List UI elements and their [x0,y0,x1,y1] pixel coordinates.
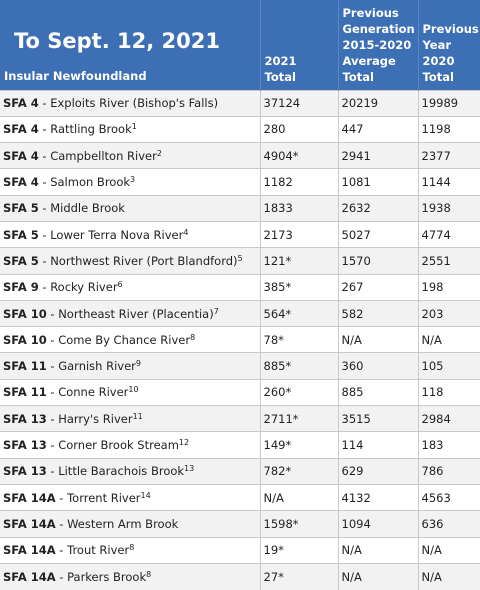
location-cell [0,537,260,563]
total-2020-cell: 786 [418,458,480,484]
footnote-marker: 3 [130,175,136,185]
river-name: Come By Chance River [58,332,191,347]
table-row [0,143,480,169]
location-cell [0,116,260,142]
table-row [0,432,480,458]
location-cell [0,248,260,274]
separator: - [46,306,59,321]
avg-2015-2020-cell: 885 [338,379,418,405]
footnote-marker: 13 [184,464,195,474]
river-name: Parkers Brook [67,569,147,584]
region-label: Insular Newfoundland [4,68,147,83]
total-2020-cell: 1938 [418,195,480,221]
footnote-marker: 8 [190,332,196,342]
col-header-line: 2020 [422,53,455,68]
col-header-line: Total [264,69,296,84]
table-title: To Sept. 12, 2021 [14,29,220,53]
total-2021-cell: 385* [260,274,338,300]
total-2021-cell: 2173 [260,221,338,247]
avg-2015-2020-cell: 267 [338,274,418,300]
col-header-line: Average [342,53,396,68]
river-name: Lower Terra Nova River [50,227,184,242]
footnote-marker: 8 [146,569,152,579]
separator: - [38,280,51,295]
footnote-marker: 1 [131,122,137,132]
separator: - [38,201,51,216]
table-row [0,116,480,142]
total-2021-cell: 260* [260,379,338,405]
river-name: Garnish River [58,359,136,374]
location-cell [0,195,260,221]
total-2020-cell: 2377 [418,143,480,169]
sfa-code: SFA 9 [3,280,39,295]
river-name: Conne River [58,385,129,400]
sfa-code: SFA 5 [3,201,39,216]
sfa-code: SFA 5 [3,227,39,242]
avg-2015-2020-cell: N/A [338,537,418,563]
river-name: Exploits River (Bishop's Falls) [50,96,219,111]
river-name: Northeast River (Placentia) [58,306,214,321]
col-header-line: Previous [342,5,399,20]
sfa-code: SFA 14A [3,490,56,505]
river-name: Rattling Brook [50,122,132,137]
total-2020-cell: 1144 [418,169,480,195]
separator: - [55,543,68,558]
total-2021-cell: 37124 [260,90,338,116]
col-header-line: 2021 [264,53,297,68]
sfa-code: SFA 4 [3,175,39,190]
total-2021-cell: N/A [260,484,338,510]
footnote-marker: 5 [237,253,243,263]
avg-2015-2020-cell: 1081 [338,169,418,195]
footnote-marker: 9 [135,359,141,369]
sfa-code: SFA 10 [3,306,47,321]
avg-2015-2020-cell: 360 [338,353,418,379]
total-2021-cell: 782* [260,458,338,484]
separator: - [38,227,51,242]
sfa-code: SFA 4 [3,122,39,137]
separator: - [55,569,68,584]
avg-2015-2020-cell: N/A [338,563,418,589]
footnote-marker: 4 [183,227,189,237]
river-name: Harry's River [58,411,133,426]
total-2020-cell: 2984 [418,406,480,432]
separator: - [46,332,59,347]
sfa-code: SFA 14A [3,543,56,558]
avg-2015-2020-cell: 582 [338,300,418,326]
total-2020-cell: 4563 [418,484,480,510]
location-cell [0,379,260,405]
footnote-marker: 12 [178,438,190,447]
separator: - [46,385,59,400]
sfa-code: SFA 14A [3,516,56,531]
sfa-code: SFA 13 [3,464,47,479]
total-2020-cell: 636 [418,511,480,537]
footnote-marker: 6 [117,280,123,290]
avg-2015-2020-cell: 3515 [338,406,418,432]
location-cell [0,353,260,379]
separator: - [46,438,59,452]
table-row [0,379,480,405]
total-2020-cell: 1198 [418,116,480,142]
table-row [0,248,480,274]
total-2021-cell: 885* [260,353,338,379]
river-name: Corner Brook Stream [58,438,179,452]
avg-2015-2020-cell: 20219 [338,90,418,116]
total-2021-cell: 564* [260,300,338,326]
sfa-code: SFA 4 [3,96,39,111]
avg-2015-2020-cell: 1570 [338,248,418,274]
footnote-marker: 8 [129,543,135,553]
table-row [0,458,480,484]
footnote-marker: 2 [156,148,162,158]
separator: - [46,359,59,374]
total-2020-cell: 203 [418,300,480,326]
avg-2015-2020-cell: 629 [338,458,418,484]
table-row [0,221,480,247]
total-2020-cell: 19989 [418,90,480,116]
river-name: Western Arm Brook [67,516,179,531]
sfa-code: SFA 11 [3,385,47,400]
total-2020-cell: N/A [418,537,480,563]
river-name: Middle Brook [50,201,125,216]
avg-2015-2020-cell: N/A [338,327,418,353]
table-row [0,563,480,589]
river-name: Rocky River [50,280,118,295]
location-cell [0,484,260,510]
avg-2015-2020-cell: 2632 [338,195,418,221]
total-2021-cell: 2711* [260,406,338,432]
total-2021-cell: 121* [260,248,338,274]
table-row [0,484,480,510]
sfa-code: SFA 13 [3,411,47,426]
location-cell [0,221,260,247]
table-row [0,353,480,379]
total-2020-cell: 118 [418,379,480,405]
total-2021-cell: 27* [260,563,338,589]
sfa-code: SFA 4 [3,148,39,163]
table-row [0,511,480,537]
table-row [0,300,480,326]
river-name: Torrent River [67,490,141,505]
separator: - [38,122,51,137]
total-2020-cell: 105 [418,353,480,379]
location-cell [0,432,260,458]
total-2021-cell: 19* [260,537,338,563]
location-cell [0,300,260,326]
footnote-marker: 14 [140,490,151,500]
footnote-marker: 7 [213,306,219,316]
total-2021-cell: 1598* [260,511,338,537]
river-name: Salmon Brook [50,175,131,190]
location-cell [0,169,260,195]
river-name: Trout River [67,543,130,558]
separator: - [55,490,68,505]
avg-2015-2020-cell: 114 [338,432,418,458]
total-2021-cell: 1182 [260,169,338,195]
avg-2015-2020-cell: 5027 [338,221,418,247]
location-cell [0,143,260,169]
col-header-line: 2015-2020 [342,37,412,52]
total-2020-cell: N/A [418,563,480,589]
separator: - [46,464,59,479]
total-2021-cell: 4904* [260,143,338,169]
total-2020-cell: 4774 [418,221,480,247]
total-2021-cell: 280 [260,116,338,142]
separator: - [55,516,68,531]
total-2021-cell: 78* [260,327,338,353]
river-name: Northwest River (Port Blandford) [50,253,238,268]
avg-2015-2020-cell: 447 [338,116,418,142]
table-row [0,327,480,353]
separator: - [38,253,51,268]
col-header-line: Generation [342,21,415,36]
col-header-prev-gen-avg [338,0,418,90]
header-cell-location [0,0,260,90]
location-cell [0,458,260,484]
total-2020-cell: 183 [418,432,480,458]
total-2021-cell: 1833 [260,195,338,221]
total-2020-cell: N/A [418,327,480,353]
sfa-code: SFA 5 [3,253,39,268]
total-2020-cell: 198 [418,274,480,300]
table-row [0,274,480,300]
col-header-line: Total [342,69,374,84]
sfa-code: SFA 13 [3,438,47,452]
col-header-line: Total [422,69,454,84]
avg-2015-2020-cell: 2941 [338,143,418,169]
col-header-line: Previous [422,21,479,36]
separator: - [38,148,51,163]
avg-2015-2020-cell: 4132 [338,484,418,510]
col-header-line: Year [422,37,452,52]
location-cell [0,406,260,432]
sfa-code: SFA 10 [3,332,47,347]
header-row [0,0,480,90]
location-cell [0,90,260,116]
table-row [0,90,480,116]
footnote-marker: 10 [128,385,139,395]
avg-2015-2020-cell: 1094 [338,511,418,537]
river-name: Little Barachois Brook [58,464,185,479]
location-cell [0,511,260,537]
sfa-code: SFA 11 [3,359,47,374]
sfa-code: SFA 14A [3,569,56,584]
table-row [0,406,480,432]
total-2020-cell: 2551 [418,248,480,274]
col-header-prev-year [418,0,480,90]
table-row [0,195,480,221]
river-name: Campbellton River [50,148,157,163]
table-row [0,537,480,563]
location-cell [0,563,260,589]
separator: - [38,96,51,111]
separator: - [38,175,51,190]
location-cell [0,327,260,353]
location-cell [0,274,260,300]
table-row [0,169,480,195]
col-header-2021-total [260,0,338,90]
footnote-marker: 11 [132,411,143,421]
separator: - [46,411,59,426]
total-2021-cell: 149* [260,432,338,458]
